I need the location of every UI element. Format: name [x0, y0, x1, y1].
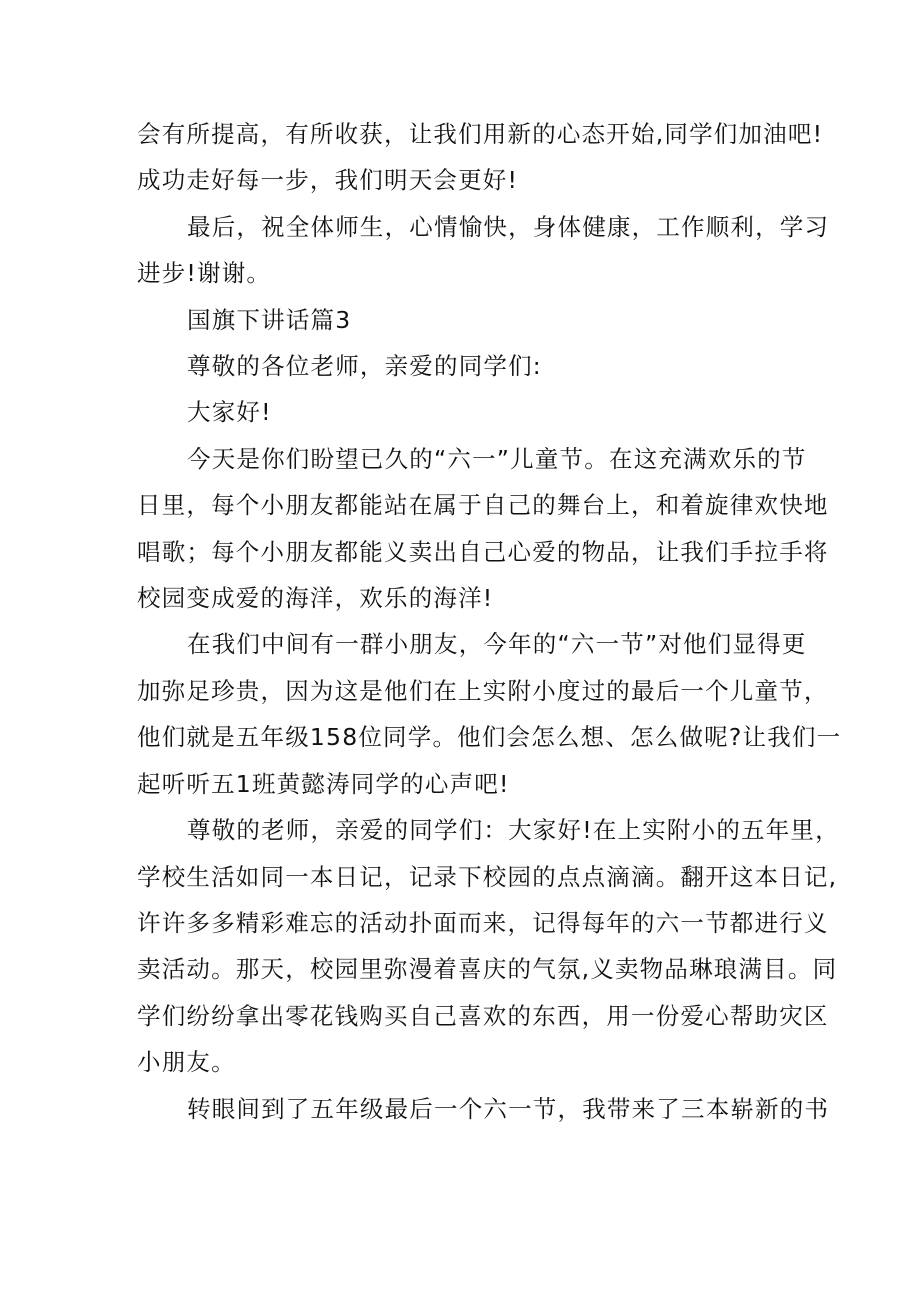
paragraph [137, 389, 797, 435]
paragraph [137, 621, 842, 807]
text-line: 他们就是五年级158位同学。他们会怎么想、怎么做呢?让我们一 [137, 723, 842, 752]
text-line: 加弥足珍贵，因为这是他们在上实附小度过的最后一个儿童节， [137, 676, 829, 705]
text-line: 转眼间到了五年级最后一个六一节，我带来了三本崭新的书 [187, 1094, 830, 1123]
text-line: 小朋友。 [137, 1048, 236, 1077]
text-line: 卖活动。那天，校园里弥漫着喜庆的气氛,义卖物品琳琅满目。同 [137, 955, 838, 984]
text-line: 尊敬的老师，亲爱的同学们：大家好!在上实附小的五年里， [187, 816, 840, 845]
paragraph [137, 1086, 830, 1132]
text-line: 学校生活如同一本日记，记录下校园的点点滴滴。翻开这本日记, [137, 862, 838, 891]
text-line: 日里，每个小朋友都能站在属于自己的舞台上，和着旋律欢快地 [137, 491, 829, 520]
paragraph [137, 343, 797, 389]
paragraph [137, 807, 840, 1085]
text-line: 会有所提高，有所收获，让我们用新的心态开始,同学们加油吧! [137, 120, 824, 148]
text-line: 学们纷纷拿出零花钱购买自己喜欢的东西，用一份爱心帮助灾区 [137, 1001, 829, 1030]
text-line: 成功走好每一步，我们明天会更好! [137, 166, 519, 195]
paragraph [137, 204, 830, 297]
paragraph [137, 111, 824, 204]
text-line: 在我们中间有一群小朋友，今年的“六一节”对他们显得更 [187, 630, 807, 659]
text-line: 起听听五1班黄懿涛同学的心声吧! [137, 769, 510, 798]
text-line: 尊敬的各位老师，亲爱的同学们: [187, 352, 542, 381]
text-line: 进步!谢谢。 [137, 259, 272, 288]
text-line: 国旗下讲话篇3 [187, 305, 352, 334]
paragraph [137, 436, 829, 622]
text-line: 校园变成爱的海洋，欢乐的海洋! [137, 584, 494, 613]
text-line: 今天是你们盼望已久的“六一”儿童节。在这充满欢乐的节 [187, 444, 807, 473]
paragraph [137, 297, 797, 343]
text-line: 最后，祝全体师生，心情愉快，身体健康，工作顺利，学习 [187, 212, 830, 241]
document-body [137, 111, 842, 1132]
text-line: 大家好! [187, 398, 272, 427]
text-line: 唱歌；每个小朋友都能义卖出自己心爱的物品，让我们手拉手将 [137, 537, 829, 566]
text-line: 许许多多精彩难忘的活动扑面而来，记得每年的六一节都进行义 [137, 908, 829, 937]
